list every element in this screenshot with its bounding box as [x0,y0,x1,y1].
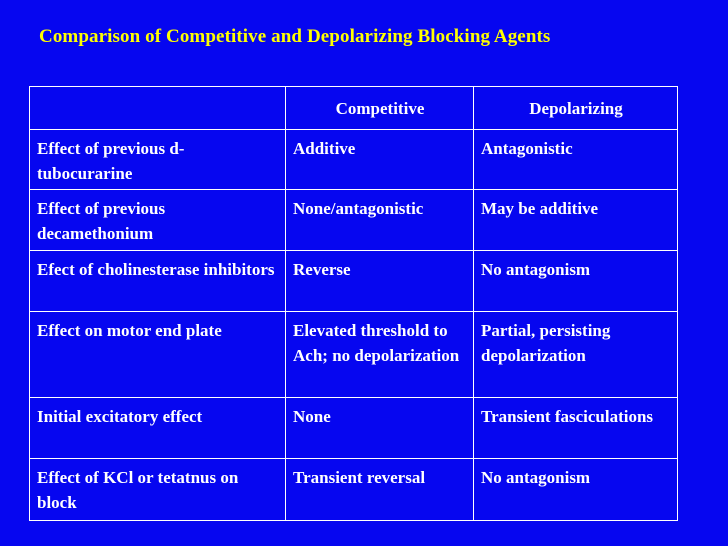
comparison-table [29,86,678,521]
table-row [30,398,678,459]
row-label-cell: Effect of KCl or tetatnus on block [30,459,286,521]
competitive-cell: Elevated threshold to Ach; no depolarization [286,312,474,398]
depolarizing-cell: May be additive [474,190,678,251]
table-row [30,130,678,190]
depolarizing-cell: Transient fasciculations [474,398,678,459]
row-label-cell: Effect on motor end plate [30,312,286,398]
header-cell-empty [30,87,286,130]
table-row [30,312,678,398]
competitive-cell: None/antagonistic [286,190,474,251]
depolarizing-cell: Antagonistic [474,130,678,190]
competitive-cell: None [286,398,474,459]
table-row [30,251,678,312]
header-cell-depolarizing: Depolarizing [474,87,678,130]
row-label-cell: Initial excitatory effect [30,398,286,459]
competitive-cell: Reverse [286,251,474,312]
row-label-cell: Efect of cholinesterase inhibitors [30,251,286,312]
slide-title: Comparison of Competitive and Depolarizing Blocking Agents [39,26,551,47]
depolarizing-cell: No antagonism [474,251,678,312]
depolarizing-cell: No antagonism [474,459,678,521]
table-row [30,190,678,251]
row-label-cell: Effect of previous d-tubocurarine [30,130,286,190]
header-cell-competitive: Competitive [286,87,474,130]
competitive-cell: Transient reversal [286,459,474,521]
row-label-cell: Effect of previous decamethonium [30,190,286,251]
depolarizing-cell: Partial, persisting depolarization [474,312,678,398]
table-row [30,459,678,521]
competitive-cell: Additive [286,130,474,190]
table-header-row [30,87,678,130]
